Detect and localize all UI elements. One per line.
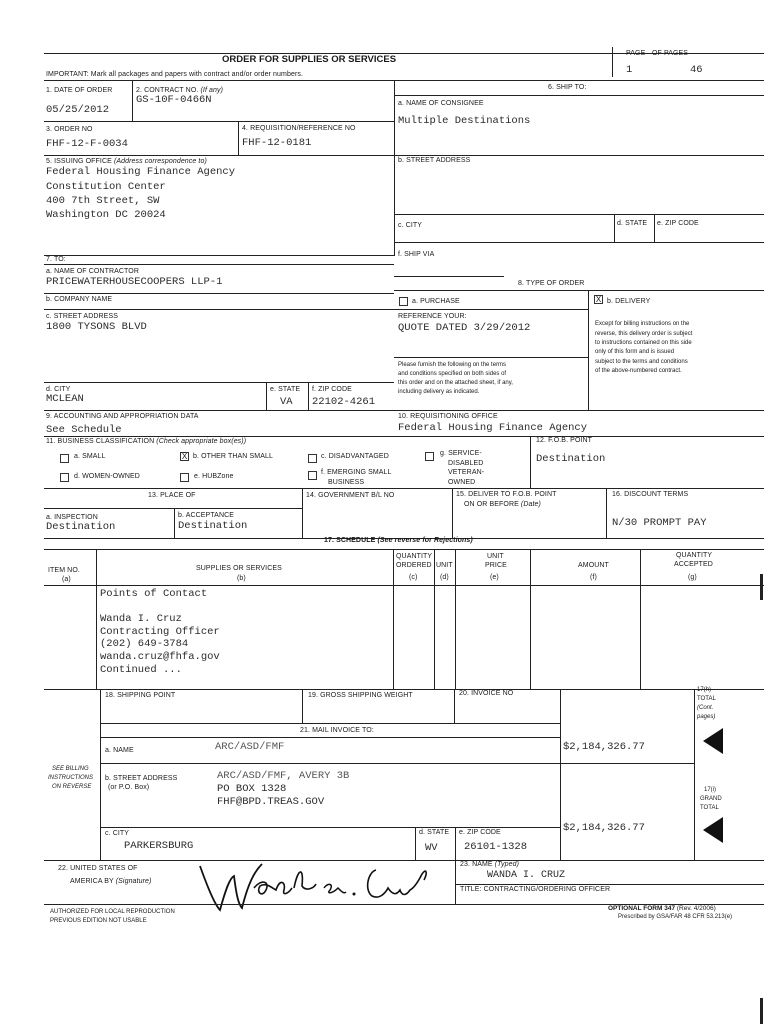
ship-to-label: 6. SHIP TO: — [548, 84, 587, 91]
of-pages-label: OF PAGES — [652, 50, 689, 57]
total-h-value: $2,184,326.77 — [563, 741, 645, 753]
schedule-line-2: Wanda I. Cruz — [100, 613, 182, 625]
arrow-left-icon — [703, 728, 723, 754]
amount-header: AMOUNT — [578, 562, 609, 569]
grand-total-1: 17(i) — [704, 787, 717, 793]
gov-bl-label: 14. GOVERNMENT B/L NO — [306, 492, 395, 499]
gross-weight-label: 19. GROSS SHIPPING WEIGHT — [308, 692, 413, 699]
emerging-small-checkbox[interactable] — [308, 471, 317, 480]
city-label: c. CITY — [398, 222, 423, 229]
form-title: ORDER FOR SUPPLIES OR SERVICES — [222, 54, 397, 65]
billing-note-4: only of this form and is issued — [595, 349, 675, 355]
issuing-office-line-4: Washington DC 20024 — [46, 209, 166, 221]
contractor-street: 1800 TYSONS BLVD — [46, 321, 147, 333]
contract-no: GS-10F-0466N — [136, 94, 212, 106]
acceptance-value: Destination — [178, 520, 248, 532]
req-office-value: Federal Housing Finance Agency — [398, 422, 588, 434]
furnish-2: and conditions specified on both sides of — [398, 371, 507, 377]
purchase-checkbox[interactable] — [399, 297, 408, 306]
billing-note-5: subject to the terms and conditions — [595, 359, 688, 365]
col-a: (a) — [62, 576, 71, 583]
state-e-label: e. STATE — [270, 386, 301, 393]
service-disabled-1: g. SERVICE- — [440, 450, 482, 457]
grand-total-3: TOTAL — [700, 805, 719, 811]
furnish-4: including delivery as indicated. — [398, 389, 480, 395]
inspection-label: a. INSPECTION — [46, 514, 98, 521]
billing-note-6: of the above-numbered contract. — [595, 368, 682, 374]
invoice-street-2: PO BOX 1328 — [217, 783, 287, 795]
name-typed-label: 23. NAME (Typed) — [460, 861, 520, 868]
qty-accepted-2: ACCEPTED — [674, 561, 713, 568]
scan-mark — [760, 574, 763, 600]
ship-via-label: f. SHIP VIA — [398, 251, 435, 258]
disadvantaged-checkbox[interactable] — [308, 454, 317, 463]
arrow-left-icon — [703, 817, 723, 843]
consignee-label: a. NAME OF CONSIGNEE — [398, 100, 484, 107]
total-h-3: (Cont. — [697, 705, 714, 711]
to-label: 7. TO: — [46, 256, 66, 263]
emerging-1: f. EMERGING SMALL — [321, 469, 392, 476]
schedule-label: 17. SCHEDULE (See reverse for Rejections) — [324, 537, 473, 544]
page-number: 1 — [626, 64, 633, 76]
invoice-city: PARKERSBURG — [124, 840, 194, 852]
service-disabled-4: OWNED — [448, 479, 476, 486]
inspection-value: Destination — [46, 521, 116, 533]
schedule-line-4: (202) 649-3784 — [100, 638, 189, 650]
issuing-office-label: 5. ISSUING OFFICE (Address correspondence to) — [46, 158, 207, 165]
shipping-point-label: 18. SHIPPING POINT — [105, 692, 176, 699]
type-of-order-label: 8. TYPE OF ORDER — [518, 280, 585, 287]
discount-terms-label: 16. DISCOUNT TERMS — [612, 491, 689, 498]
total-h-2: TOTAL — [697, 696, 716, 702]
fob-point-value: Destination — [536, 453, 606, 465]
disadvantaged-label: c. DISADVANTAGED — [321, 453, 389, 460]
col-c: (c) — [409, 574, 418, 581]
see-billing-2: INSTRUCTIONS — [48, 775, 93, 781]
billing-note-1: Except for billing instructions on the — [595, 321, 690, 327]
delivery-label: b. DELIVERY — [607, 298, 651, 305]
delivery-checkbox[interactable]: X — [595, 295, 602, 304]
page-label: PAGE — [626, 50, 646, 57]
other-than-small-label: b. OTHER THAN SMALL — [193, 453, 273, 460]
issuing-office-line-1: Federal Housing Finance Agency — [46, 166, 236, 178]
contractor-name: PRICEWATERHOUSECOOPERS LLP-1 — [46, 276, 223, 288]
deliver-fob-label-1: 15. DELIVER TO F.O.B. POINT — [456, 491, 557, 498]
mail-invoice-label: 21. MAIL INVOICE TO: — [300, 727, 374, 734]
qty-ordered-1: QUANTITY — [396, 553, 433, 560]
other-than-small-checkbox[interactable]: X — [181, 452, 188, 461]
company-name-label: b. COMPANY NAME — [46, 296, 113, 303]
title-line: TITLE: CONTRACTING/ORDERING OFFICER — [460, 886, 611, 893]
usa-label-1: 22. UNITED STATES OF — [58, 865, 138, 872]
zip-label: e. ZIP CODE — [657, 220, 699, 227]
reference-your-label: REFERENCE YOUR: — [398, 313, 467, 320]
invoice-no-label: 20. INVOICE NO — [459, 690, 514, 697]
scan-mark — [760, 998, 763, 1024]
qty-ordered-2: ORDERED — [396, 562, 432, 569]
service-disabled-3: VETERAN- — [448, 469, 485, 476]
total-pages: 46 — [690, 64, 703, 76]
contractor-state: VA — [280, 396, 293, 408]
col-b: (b) — [237, 575, 246, 582]
biz-class-label: 11. BUSINESS CLASSIFICATION (Check appropriate box(es)) — [46, 438, 247, 445]
consignee: Multiple Destinations — [398, 115, 531, 127]
grand-total-2: GRAND — [700, 796, 722, 802]
schedule-line-1: Points of Contact — [100, 588, 208, 600]
emerging-2: BUSINESS — [328, 479, 365, 486]
usa-label-2: AMERICA BY (Signature) — [70, 878, 152, 885]
invoice-street-3: FHF@BPD.TREAS.GOV — [217, 796, 325, 808]
date-of-order-label: 1. DATE OF ORDER — [46, 87, 113, 94]
small-label: a. SMALL — [74, 453, 106, 460]
typed-name: WANDA I. CRUZ — [487, 870, 566, 881]
invoice-name-label: a. NAME — [105, 747, 134, 754]
po-box-label: (or P.O. Box) — [108, 784, 150, 791]
issuing-office-line-2: Constitution Center — [46, 181, 166, 193]
see-billing-1: SEE BILLING — [52, 766, 89, 772]
qty-accepted-1: QUANTITY — [676, 552, 713, 559]
contractor-zip: 22102-4261 — [312, 396, 376, 408]
unit-price-1: UNIT — [487, 553, 504, 560]
prescribed-text: Prescribed by GSA/FAR 48 CFR 53.213(e) — [618, 914, 733, 920]
item-no-header: ITEM NO. — [48, 567, 80, 574]
contract-no-label: 2. CONTRACT NO. (If any) — [136, 87, 224, 94]
supplies-header: SUPPLIES OR SERVICES — [196, 565, 282, 572]
invoice-street-label: b. STREET ADDRESS — [105, 775, 178, 782]
invoice-name: ARC/ASD/FMF — [215, 741, 285, 753]
previous-edition-text: PREVIOUS EDITION NOT USABLE — [50, 918, 147, 924]
req-office-label: 10. REQUISITIONING OFFICE — [398, 413, 498, 420]
req-ref-no: FHF-12-0181 — [242, 137, 312, 149]
acceptance-label: b. ACCEPTANCE — [178, 512, 235, 519]
schedule-line-5: wanda.cruz@fhfa.gov — [100, 651, 220, 663]
accounting-value: See Schedule — [46, 424, 122, 436]
col-g: (g) — [688, 574, 697, 581]
women-owned-label: d. WOMEN-OWNED — [74, 473, 140, 480]
deliver-fob-label-2: ON OR BEFORE (Date) — [464, 501, 541, 508]
total-h-4: pages) — [697, 714, 716, 720]
req-ref-label: 4. REQUISITION/REFERENCE NO — [242, 125, 356, 132]
hubzone-checkbox[interactable] — [180, 473, 189, 482]
optional-form: OPTIONAL FORM 347 (Rev. 4/2006) — [608, 905, 716, 912]
issuing-office-line-3: 400 7th Street, SW — [46, 195, 160, 207]
invoice-city-label: c. CITY — [105, 830, 130, 837]
invoice-zip-label: e. ZIP CODE — [459, 829, 501, 836]
street-address-c-label: c. STREET ADDRESS — [46, 313, 118, 320]
zip-f-label: f. ZIP CODE — [312, 386, 352, 393]
fob-point-label: 12. F.O.B. POINT — [536, 437, 593, 444]
col-d: (d) — [440, 574, 449, 581]
billing-note-2: reverse, this delivery order is subject — [595, 331, 693, 337]
date-of-order: 05/25/2012 — [46, 104, 110, 116]
contractor-label: a. NAME OF CONTRACTOR — [46, 268, 139, 275]
service-disabled-checkbox[interactable] — [425, 452, 434, 461]
unit-header: UNIT — [436, 562, 453, 569]
city-d-label: d. CITY — [46, 386, 71, 393]
state-label: d. STATE — [617, 220, 648, 227]
order-no-label: 3. ORDER NO — [46, 126, 93, 133]
street-address-label: b. STREET ADDRESS — [398, 157, 471, 164]
see-billing-3: ON REVERSE — [52, 784, 92, 790]
furnish-1: Please furnish the following on the terms — [398, 362, 507, 368]
service-disabled-2: DISABLED — [448, 460, 484, 467]
schedule-line-3: Contracting Officer — [100, 626, 220, 638]
accounting-label: 9. ACCOUNTING AND APPROPRIATION DATA — [46, 413, 199, 420]
small-checkbox[interactable] — [60, 454, 69, 463]
furnish-3: this order and on the attached sheet, if any, — [398, 380, 513, 386]
col-e: (e) — [490, 574, 499, 581]
grand-total-value: $2,184,326.77 — [563, 822, 645, 834]
col-f: (f) — [590, 574, 597, 581]
order-no: FHF-12-F-0034 — [46, 138, 128, 150]
invoice-street-1: ARC/ASD/FMF, AVERY 3B — [217, 770, 350, 782]
billing-note-3: to instructions contained on this side — [595, 340, 692, 346]
hubzone-label: e. HUBZone — [194, 473, 234, 480]
contractor-city: MCLEAN — [46, 393, 84, 405]
discount-terms-value: N/30 PROMPT PAY — [612, 517, 707, 529]
purchase-label: a. PURCHASE — [412, 298, 460, 305]
invoice-state-label: d. STATE — [419, 829, 450, 836]
women-owned-checkbox[interactable] — [60, 473, 69, 482]
invoice-zip: 26101-1328 — [464, 841, 528, 853]
invoice-state: WV — [425, 842, 438, 854]
reference-value: QUOTE DATED 3/29/2012 — [398, 322, 531, 334]
schedule-line-6: Continued ... — [100, 664, 182, 676]
total-h-1: 17(h) — [697, 687, 712, 693]
authorized-text: AUTHORIZED FOR LOCAL REPRODUCTION — [50, 909, 175, 915]
place-of-label: 13. PLACE OF — [148, 492, 196, 499]
unit-price-2: PRICE — [485, 562, 507, 569]
important-note: IMPORTANT: Mark all packages and papers with contract and/or order numbers. — [46, 71, 304, 78]
